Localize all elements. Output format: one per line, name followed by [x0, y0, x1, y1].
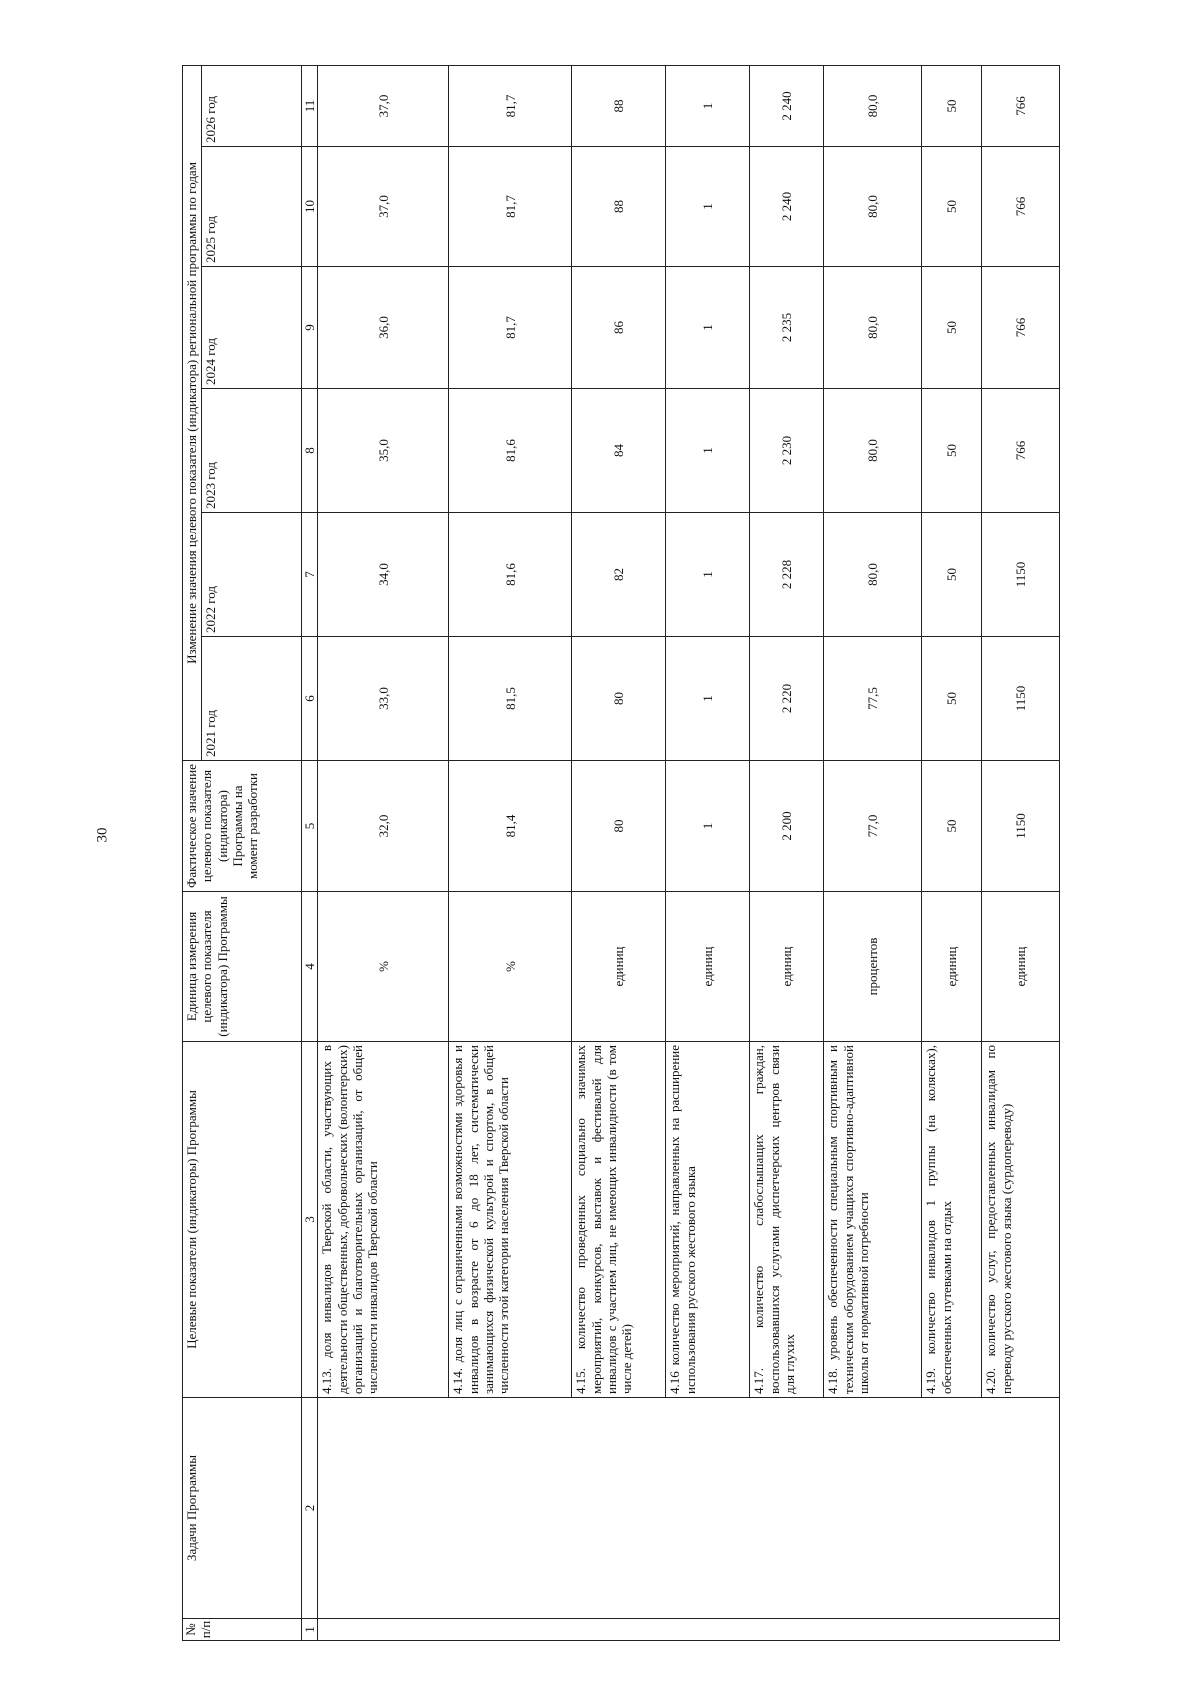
unit-cell: единиц [572, 892, 666, 1042]
value-cell: 88 [572, 147, 666, 267]
value-cell: 1 [666, 637, 750, 761]
column-number: 10 [302, 147, 318, 267]
value-cell: 37,0 [318, 65, 449, 146]
actual-cell: 80 [572, 761, 666, 892]
value-cell: 50 [922, 267, 982, 389]
value-cell: 81,7 [449, 267, 572, 389]
table-row [318, 65, 449, 1640]
actual-cell: 32,0 [318, 761, 449, 892]
value-cell: 766 [982, 267, 1060, 389]
value-cell: 36,0 [318, 267, 449, 389]
value-cell: 81,7 [449, 65, 572, 146]
value-cell: 50 [922, 147, 982, 267]
value-cell: 80,0 [824, 65, 922, 146]
value-cell: 81,7 [449, 147, 572, 267]
value-cell: 80,0 [824, 513, 922, 637]
unit-cell: единиц [922, 892, 982, 1042]
value-cell: 1 [666, 513, 750, 637]
column-number: 7 [302, 513, 318, 637]
page-number: 30 [94, 827, 111, 843]
value-cell: 1 [666, 147, 750, 267]
header-actual: Фактическое значение целевого показателя (индикатора) Программы на момент разработки [183, 761, 302, 892]
actual-cell: 77,0 [824, 761, 922, 892]
value-cell: 35,0 [318, 389, 449, 513]
actual-cell: 50 [922, 761, 982, 892]
indicator-cell: 4.20. количество услуг, предоставленных инвалидам по переводу русского жестового языка (сурдопереводу) [982, 1042, 1060, 1398]
unit-cell: единиц [750, 892, 824, 1042]
value-cell: 2 240 [750, 65, 824, 146]
actual-cell: 1 [666, 761, 750, 892]
indicator-cell: 4.18. уровень обеспеченности специальным спортивным и техническим оборудованием учащихся спортивно-адаптивной школы от нормативной потребности [824, 1042, 922, 1398]
indicators-table [182, 65, 1060, 1641]
column-number: 2 [302, 1398, 318, 1619]
value-cell: 2 235 [750, 267, 824, 389]
unit-cell: единиц [982, 892, 1060, 1042]
header-year-2022: 2022 год [202, 513, 302, 637]
value-cell: 1 [666, 267, 750, 389]
rotated-table-container [182, 66, 1084, 1641]
actual-cell: 1150 [982, 761, 1060, 892]
value-cell: 81,6 [449, 389, 572, 513]
indicator-cell: 4.17. количество слабослышащих граждан, воспользовавшихся услугами диспетчерских центров связи для глухих [750, 1042, 824, 1398]
header-year-2023: 2023 год [202, 389, 302, 513]
header-change: Изменение значения целевого показателя (индикатора) региональной программы по годам [183, 65, 202, 760]
header-year-2021: 2021 год [202, 637, 302, 761]
value-cell: 34,0 [318, 513, 449, 637]
value-cell: 80 [572, 637, 666, 761]
actual-cell: 2 200 [750, 761, 824, 892]
value-cell: 2 228 [750, 513, 824, 637]
value-cell: 88 [572, 65, 666, 146]
indicator-cell: 4.13. доля инвалидов Тверской области, участвующих в деятельности общественных, добровольческих (волонтерских) организаций и благотворительных организаций, от общей численности инвалидов Тверской области [318, 1042, 449, 1398]
column-number: 8 [302, 389, 318, 513]
value-cell: 766 [982, 147, 1060, 267]
header-unit: Единица измерения целевого показателя (индикатора) Программы [183, 892, 302, 1042]
value-cell: 1 [666, 389, 750, 513]
indicator-cell: 4.14. доля лиц с ограниченными возможностями здоровья и инвалидов в возрасте от 6 до 18 лет, систематически занимающихся физической культурой и спортом, в общей численности этой категории населения Тверской области [449, 1042, 572, 1398]
value-cell: 84 [572, 389, 666, 513]
unit-cell: единиц [666, 892, 750, 1042]
value-cell: 766 [982, 389, 1060, 513]
value-cell: 50 [922, 65, 982, 146]
actual-cell: 81,4 [449, 761, 572, 892]
value-cell: 1150 [982, 513, 1060, 637]
value-cell: 82 [572, 513, 666, 637]
unit-cell: % [318, 892, 449, 1042]
indicator-cell: 4.19. количество инвалидов 1 группы (на колясках), обеспеченных путевками на отдых [922, 1042, 982, 1398]
value-cell: 50 [922, 637, 982, 761]
header-no: № п/п [183, 1619, 302, 1641]
column-number: 3 [302, 1042, 318, 1398]
value-cell: 80,0 [824, 389, 922, 513]
no-cell [318, 1619, 1060, 1641]
value-cell: 766 [982, 65, 1060, 146]
task-cell [318, 1398, 1060, 1619]
value-cell: 2 230 [750, 389, 824, 513]
value-cell: 33,0 [318, 637, 449, 761]
value-cell: 2 240 [750, 147, 824, 267]
unit-cell: процентов [824, 892, 922, 1042]
column-number: 9 [302, 267, 318, 389]
indicator-cell: 4.15. количество проведенных социально значимых мероприятий, конкурсов, выставок и фестивалей для инвалидов с участием лиц, не имеющих инвалидности (в том числе детей) [572, 1042, 666, 1398]
indicator-cell: 4.16 количество мероприятий, направленных на расширение использования русского жестового языка [666, 1042, 750, 1398]
value-cell: 80,0 [824, 267, 922, 389]
header-year-2026: 2026 год [202, 65, 302, 146]
header-year-2024: 2024 год [202, 267, 302, 389]
value-cell: 1150 [982, 637, 1060, 761]
value-cell: 1 [666, 65, 750, 146]
header-indicators: Целевые показатели (индикаторы) Программы [183, 1042, 302, 1398]
column-number: 4 [302, 892, 318, 1042]
value-cell: 50 [922, 513, 982, 637]
column-number: 11 [302, 65, 318, 146]
value-cell: 80,0 [824, 147, 922, 267]
column-number: 1 [302, 1619, 318, 1641]
value-cell: 81,6 [449, 513, 572, 637]
value-cell: 81,5 [449, 637, 572, 761]
header-year-2025: 2025 год [202, 147, 302, 267]
value-cell: 86 [572, 267, 666, 389]
unit-cell: % [449, 892, 572, 1042]
column-number: 6 [302, 637, 318, 761]
value-cell: 77,5 [824, 637, 922, 761]
value-cell: 37,0 [318, 147, 449, 267]
column-number: 5 [302, 761, 318, 892]
header-tasks: Задачи Программы [183, 1398, 302, 1619]
value-cell: 2 220 [750, 637, 824, 761]
value-cell: 50 [922, 389, 982, 513]
